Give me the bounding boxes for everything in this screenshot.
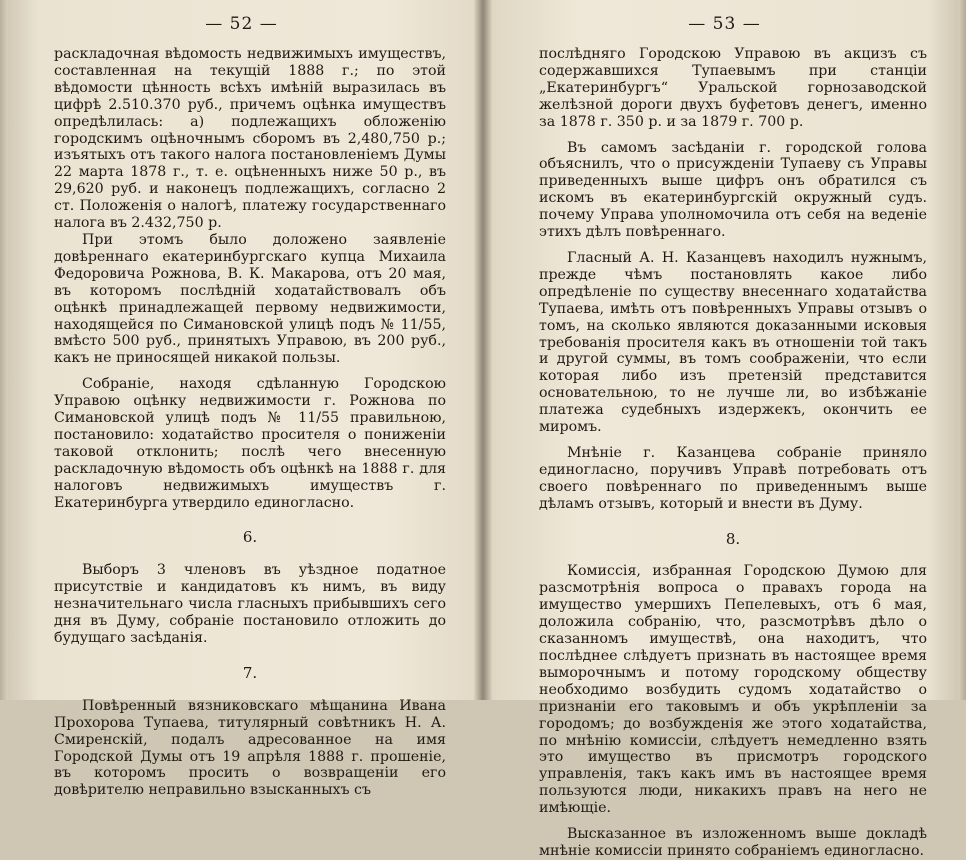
paragraph: Въ самомъ засѣданiи г. городской голова объяснилъ, что о присужденiи Тупаеву съ Управы приведенныхъ выше цифръ онъ обратился съ искомъ въ екатеринбургскiй окружный судъ. почему Управа уполномочила отъ себя на веденiе этихъ дѣлъ повѣреннаго.	[539, 139, 927, 241]
right-page-text	[539, 46, 927, 860]
paragraph: раскладочная вѣдомость недвижимыхъ имуществъ, составленная на текущiй 1888 г.; по этой вѣдомости цѣнность всѣхъ имѣнiй выразилась въ цифрѣ 2.510.370 руб., причемъ оцѣнка имуществъ опредѣлилась: а) подлежащихъ обложенiю городскимъ оцѣночнымъ сборомъ въ 2,480,750 р.; изъятыхъ отъ такого налога постановленiемъ Думы 22 марта 1878 г., т. е. оцѣненныхъ ниже 50 р., въ 29,620 руб. и наконецъ подлежащихъ, согласно 2 ст. Положенiя о налогѣ, платежу государственнаго налога въ 2.432,750 р.	[54, 46, 446, 232]
paragraph: Высказанное въ изложенномъ выше докладѣ мнѣнiе комиссiи принято собранiемъ единогласно.	[539, 826, 927, 859]
paragraph: Мнѣнiе г. Казанцева собранiе приняло единогласно, поручивъ Управѣ потребовать отъ своего повѣреннаго по приведеннымъ выше дѣламъ отзывъ, который и внести въ Думу.	[539, 444, 927, 512]
paragraph: Повѣренный вязниковскаго мѣщанина Ивана Прохорова Тупаева, титулярный совѣтникъ Н. А. Смиренскiй, подалъ адресованное на имя Городской Думы отъ 19 апрѣля 1888 г. прошенiе, въ которомъ просить о возвращенiи его довѣрителю неправильно взысканныхъ съ	[54, 697, 446, 799]
right-page	[483, 0, 966, 859]
section-number: 6.	[242, 528, 258, 547]
paragraph: Собранiе, находя сдѣланную Городскою Управою оцѣнку недвижимости г. Рожнова по Симановской улицѣ подъ № 11/55 правильною, постановило: ходатайство просителя о пониженiи таковой отклонить; послѣ чего внесенную раскладочную вѣдомость объ оцѣнкѣ на 1888 г. для налоговъ недвижимыхъ имуществъ г. Екатеринбурга утвердило единогласно.	[54, 376, 446, 511]
section-number: 7.	[242, 663, 258, 682]
left-page-text	[54, 46, 446, 799]
paragraph: Выборъ 3 членовъ въ уѣздное податное присутствiе и кандидатовъ къ нимъ, въ виду незначительнаго числа гласныхъ прибывшихъ сего дня въ Думу, собранiе постановило отложить до будущаго засѣданiя.	[54, 562, 446, 646]
paragraph: Гласный А. Н. Казанцевъ находилъ нужнымъ, прежде чѣмъ постановлять какое либо опредѣленiе по существу внесеннаго ходатайства Тупаева, имѣть отъ повѣренныхъ Управы отзывъ о томъ, на сколько являются доказанными исковыя требованiя просителя какъ въ отношенiи той такъ и другой суммы, въ томъ соображенiи, что если которая либо изъ претензiй представится основательною, то не лучше ли, во избѣжанiе платежа судебныхъ издержекъ, окончить ее миромъ.	[539, 249, 927, 436]
paragraph: При этомъ было доложено заявленiе довѣреннаго екатеринбургскаго купца Михаила Федоровича Рожнова, В. К. Макарова, отъ 20 мая, въ которомъ послѣднiй ходатайствовалъ объ оцѣнкѣ принадлежащей первому недвижимости, находящейся по Симановской улицѣ подъ № 11/55, вмѣсто 500 руб., принятыхъ Управою, въ 200 руб., какъ не приносящей никакой пользы.	[54, 231, 446, 367]
section-number: 8.	[725, 529, 741, 548]
paragraph: Комиссiя, избранная Городскою Думою для разсмотрѣнiя вопроса о правахъ города на имущество умершихъ Пепелевыхъ, отъ 6 мая, доложила собранiю, что, разсмотрѣвъ дѣло о сказанномъ имуществѣ, она находитъ, что послѣднее слѣдуетъ признать въ настоящее время выморочнымъ и потому городскому обществу необходимо возбудить судомъ ходатайство о признанiи его таковымъ и объ укрѣпленiи за городомъ; до возбужденiя же этого ходатайства, по мнѣнiю комиссiи, слѣдуетъ немедленно взять это имущество въ присмотръ городского управленiя, такъ какъ имъ въ настоящее время пользуются люди, никакихъ правъ на него не имѣющiе.	[539, 563, 927, 817]
page-number: — 53 —	[688, 14, 761, 34]
paragraph: послѣдняго Городскою Управою въ акцизъ съ содержавшихся Тупаевымъ при станцiи „Екатеринбургъ“ Уральской горнозаводской желѣзной дороги двухъ буфетовъ денегъ, именно за 1878 г. 350 р. и за 1879 г. 700 р.	[539, 46, 927, 130]
left-page	[0, 0, 483, 799]
page-number: — 52 —	[205, 14, 278, 34]
